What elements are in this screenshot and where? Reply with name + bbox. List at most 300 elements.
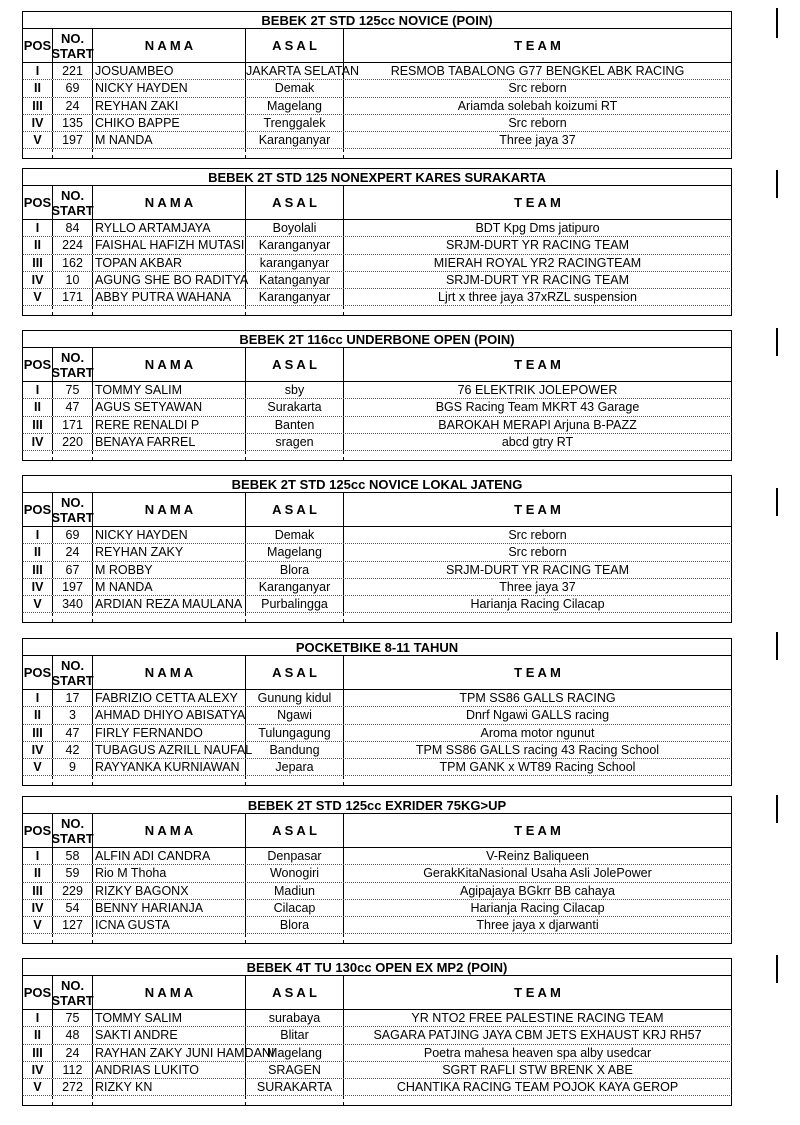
header-no: NO. [60,657,85,673]
start-number-cell: 197 [53,579,93,595]
start-number-cell: 10 [53,272,93,288]
asal-cell: JAKARTA SELATAN [246,64,360,78]
header-start: START [51,672,94,688]
header-asal: A S A L [246,814,344,847]
team-cell: BAROKAH MERAPI Arjuna B-PAZZ [438,417,637,432]
team-cell: Three jaya x djarwanti [476,918,599,933]
header-asal: A S A L [246,656,344,689]
header-no-start [53,656,93,689]
nama-cell: FABRIZIO CETTA ALEXY [93,690,246,706]
empty-cell [93,451,246,460]
team-cell: Harianja Racing Cilacap [470,900,605,915]
empty-cell [23,934,53,943]
nama-cell: RAYHAN ZAKY JUNI HAMDANI [95,1045,275,1060]
start-number-cell: 162 [53,255,93,271]
empty-cell [344,776,731,785]
asal-cell: sby [246,382,344,398]
margin-mark [776,328,778,356]
table-row [22,742,732,759]
empty-cell [93,306,246,315]
team-cell: Src reborn [508,115,567,130]
table-row [22,255,732,272]
start-number-cell: 47 [53,399,93,415]
empty-row [22,934,732,944]
nama-cell: ARDIAN REZA MAULANA [93,596,246,612]
table-row [22,848,732,865]
empty-cell [344,613,731,622]
table-header [22,29,732,63]
team-cell: SRJM-DURT YR RACING TEAM [445,238,630,253]
margin-mark [776,170,778,198]
asal-cell: Demak [246,80,344,96]
team-cell: Src reborn [508,545,567,560]
header-team: T E A M [514,665,561,680]
header-team: T E A M [514,823,561,838]
header-no: NO. [60,30,85,46]
empty-cell [23,776,53,785]
table-row [22,417,732,434]
nama-cell: CHIKO BAPPE [93,115,246,131]
nama-cell: Rio M Thoha [93,865,246,881]
start-number-cell: 272 [53,1079,93,1095]
header-nama: N A M A [93,186,246,219]
table-row [22,596,732,613]
start-number-cell: 171 [53,289,93,305]
section-title: POCKETBIKE 8-11 TAHUN [22,638,732,656]
nama-cell: ALFIN ADI CANDRA [93,848,246,864]
start-number-cell: 54 [53,900,93,916]
pos-cell: I [23,382,53,398]
header-nama: N A M A [93,976,246,1009]
table-row [22,544,732,561]
nama-cell: ANDRIAS LUKITO [93,1062,246,1078]
table-row [22,98,732,115]
empty-cell [246,306,344,315]
pos-cell: II [23,80,53,96]
header-no-start [53,186,93,219]
table-row [22,80,732,97]
table-row [22,132,732,149]
header-no-start [53,814,93,847]
empty-cell [23,149,53,158]
table-row [22,1010,732,1027]
table-row [22,900,732,917]
table-row [22,399,732,416]
empty-cell [246,934,344,943]
nama-cell: REYHAN ZAKI [93,98,246,114]
pos-cell: III [23,1045,53,1061]
header-start: START [51,992,94,1008]
empty-cell [53,613,93,622]
header-no: NO. [60,494,85,510]
team-cell: SRJM-DURT YR RACING TEAM [445,272,630,287]
header-no-start [53,348,93,381]
asal-cell: surabaya [246,1010,344,1026]
asal-cell: Karanganyar [246,237,344,253]
nama-cell: TOMMY SALIM [93,1010,246,1026]
table-row [22,272,732,289]
results-section [22,638,732,786]
asal-cell: sragen [246,434,344,450]
empty-cell [53,934,93,943]
team-cell: Three jaya 37 [499,579,576,594]
section-title: BEBEK 2T 116cc UNDERBONE OPEN (POIN) [22,330,732,348]
header-nama: N A M A [93,656,246,689]
asal-cell: Magelang [246,98,344,114]
asal-cell: SRAGEN [246,1062,344,1078]
nama-cell: M NANDA [93,132,246,148]
asal-cell: Katanganyar [246,272,344,288]
table-row [22,237,732,254]
start-number-cell: 48 [53,1027,93,1043]
header-no-start [53,29,93,62]
asal-cell: Bandung [246,742,344,758]
table-row [22,562,732,579]
start-number-cell: 197 [53,132,93,148]
pos-cell: V [23,289,53,305]
start-number-cell: 17 [53,690,93,706]
team-cell: MIERAH ROYAL YR2 RACINGTEAM [433,255,642,270]
empty-row [22,451,732,461]
pos-cell: V [23,596,53,612]
section-title: BEBEK 4T TU 130cc OPEN EX MP2 (POIN) [22,958,732,976]
nama-cell: REYHAN ZAKY [93,544,246,560]
section-title: BEBEK 2T STD 125cc NOVICE LOKAL JATENG [22,475,732,493]
empty-cell [93,613,246,622]
team-cell: CHANTIKA RACING TEAM POJOK KAYA GEROP [396,1080,679,1095]
nama-cell: TOPAN AKBAR [93,255,246,271]
header-start: START [51,830,94,846]
empty-cell [23,1096,53,1105]
header-no: NO. [60,815,85,831]
empty-cell [53,306,93,315]
margin-mark [776,632,778,660]
asal-cell: Trenggalek [246,115,344,131]
start-number-cell: 112 [53,1062,93,1078]
asal-cell: Wonogiri [246,865,344,881]
margin-mark [776,955,778,983]
team-cell: TPM GANK x WT89 Racing School [439,760,636,775]
start-number-cell: 42 [53,742,93,758]
nama-cell: BENAYA FARREL [93,434,246,450]
header-asal: A S A L [246,976,344,1009]
header-no-start [53,976,93,1009]
header-start: START [51,509,94,525]
nama-cell: TUBAGUS AZRILL NAUFAL [95,742,253,757]
asal-cell: Blora [246,917,344,933]
nama-cell: SAKTI ANDRE [93,1027,246,1043]
team-cell: Ljrt x three jaya 37xRZL suspension [438,290,637,305]
start-number-cell: 224 [53,237,93,253]
results-section [22,11,732,159]
team-cell: RESMOB TABALONG G77 BENGKEL ABK RACING [390,64,685,78]
empty-cell [246,776,344,785]
team-cell: Dnrf Ngawi GALLS racing [465,708,610,723]
team-cell: Ariamda solebah koizumi RT [457,98,618,113]
team-cell: BGS Racing Team MKRT 43 Garage [435,400,640,415]
nama-cell: BENNY HARIANJA [93,900,246,916]
pos-cell: I [23,848,53,864]
table-row [22,917,732,934]
pos-cell: I [23,220,53,236]
results-section [22,168,732,316]
team-cell: Harianja Racing Cilacap [470,597,605,612]
nama-cell: FAISHAL HAFIZH MUTASI [95,238,245,253]
empty-cell [23,306,53,315]
pos-cell: IV [23,742,53,758]
table-row [22,382,732,399]
nama-cell: RIZKY BAGONX [93,883,246,899]
table-row [22,63,732,80]
asal-cell: Boyolali [246,220,344,236]
table-row [22,865,732,882]
start-number-cell: 127 [53,917,93,933]
nama-cell: RYLLO ARTAMJAYA [93,220,246,236]
start-number-cell: 340 [53,596,93,612]
header-start: START [51,45,94,61]
header-asal: A S A L [246,29,344,62]
team-cell: YR NTO2 FREE PALESTINE RACING TEAM [411,1011,664,1025]
start-number-cell: 69 [53,80,93,96]
nama-cell: AHMAD DHIYO ABISATYA [95,708,246,723]
nama-cell: RAYYANKA KURNIAWAN [93,759,246,775]
header-no-start [53,493,93,526]
header-nama: N A M A [93,348,246,381]
start-number-cell: 9 [53,759,93,775]
table-row [22,1079,732,1096]
asal-cell: Karanganyar [246,132,344,148]
pos-cell: I [23,690,53,706]
pos-cell: III [23,562,53,578]
empty-cell [53,776,93,785]
pos-cell: IV [23,1062,53,1078]
header-nama: N A M A [93,29,246,62]
team-cell: TPM SS86 GALLS racing 43 Racing School [415,742,660,757]
team-cell: SRJM-DURT YR RACING TEAM [445,562,630,577]
table-header [22,186,732,220]
start-number-cell: 3 [53,707,93,723]
asal-cell: Banten [246,417,344,433]
table-row [22,883,732,900]
team-cell: V-Reinz Baliqueen [486,849,589,863]
start-number-cell: 220 [53,434,93,450]
team-cell: Src reborn [508,81,567,96]
margin-mark [776,795,778,823]
empty-row [22,1096,732,1106]
table-row [22,579,732,596]
header-asal: A S A L [246,493,344,526]
start-number-cell: 24 [53,98,93,114]
header-start: START [51,364,94,380]
start-number-cell: 75 [53,382,93,398]
asal-cell: karanganyar [246,255,344,271]
pos-cell: IV [23,900,53,916]
pos-cell: II [23,707,53,723]
empty-cell [23,613,53,622]
start-number-cell: 84 [53,220,93,236]
asal-cell: Jepara [246,759,344,775]
results-section [22,475,732,623]
empty-cell [344,149,731,158]
asal-cell: Purbalingga [246,596,344,612]
team-cell: SAGARA PATJING JAYA CBM JETS EXHAUST KRJ RH57 [373,1028,702,1043]
pos-cell: V [23,759,53,775]
team-cell: TPM SS86 GALLS RACING [459,691,616,705]
table-row [22,527,732,544]
table-row [22,1027,732,1044]
asal-cell: SURAKARTA [246,1079,344,1095]
pos-cell: II [23,865,53,881]
asal-cell: Denpasar [246,848,344,864]
pos-cell: II [23,1027,53,1043]
asal-cell: Blora [246,562,344,578]
asal-cell: Madiun [246,883,344,899]
header-no: NO. [60,977,85,993]
table-header [22,493,732,527]
nama-cell: M ROBBY [93,562,246,578]
table-row [22,725,732,742]
header-pos: POS [23,656,53,689]
table-row [22,759,732,776]
start-number-cell: 221 [53,63,93,79]
nama-cell: NICKY HAYDEN [93,527,246,543]
pos-cell: II [23,399,53,415]
team-cell: 76 ELEKTRIK JOLEPOWER [457,383,618,397]
table-header [22,976,732,1010]
team-cell: BDT Kpg Dms jatipuro [475,221,600,235]
pos-cell: V [23,1079,53,1095]
results-section [22,796,732,944]
empty-cell [344,1096,731,1105]
asal-cell: Blitar [246,1027,344,1043]
results-section [22,330,732,461]
pos-cell: IV [23,272,53,288]
start-number-cell: 75 [53,1010,93,1026]
empty-cell [246,613,344,622]
team-cell: Aroma motor ngunut [480,725,595,740]
nama-cell: AGUNG SHE BO RADITYA [95,272,249,287]
header-team: T E A M [514,985,561,1000]
empty-cell [53,451,93,460]
pos-cell: IV [23,115,53,131]
header-pos: POS [23,976,53,1009]
nama-cell: ABBY PUTRA WAHANA [93,289,246,305]
pos-cell: I [23,63,53,79]
header-start: START [51,202,94,218]
empty-cell [344,306,731,315]
pos-cell: I [23,1010,53,1026]
team-cell: SGRT RAFLI STW BRENK X ABE [442,1062,633,1077]
pos-cell: I [23,527,53,543]
table-row [22,220,732,237]
start-number-cell: 58 [53,848,93,864]
header-no: NO. [60,187,85,203]
pos-cell: III [23,417,53,433]
header-pos: POS [23,814,53,847]
header-team: T E A M [514,195,561,210]
table-row [22,1062,732,1079]
asal-cell: Karanganyar [246,289,344,305]
empty-cell [53,149,93,158]
table-header [22,348,732,382]
header-nama: N A M A [93,814,246,847]
start-number-cell: 59 [53,865,93,881]
empty-row [22,613,732,623]
header-asal: A S A L [246,348,344,381]
start-number-cell: 69 [53,527,93,543]
nama-cell: ICNA GUSTA [93,917,246,933]
header-pos: POS [23,493,53,526]
empty-cell [246,1096,344,1105]
start-number-cell: 67 [53,562,93,578]
empty-cell [23,451,53,460]
nama-cell: M NANDA [93,579,246,595]
empty-row [22,776,732,786]
start-number-cell: 135 [53,115,93,131]
team-cell: Three jaya 37 [499,133,576,148]
team-cell: Agipajaya BGkrr BB cahaya [460,883,615,898]
start-number-cell: 229 [53,883,93,899]
team-cell: abcd gtry RT [501,434,574,449]
start-number-cell: 47 [53,725,93,741]
start-number-cell: 24 [53,544,93,560]
header-pos: POS [23,186,53,219]
nama-cell: RERE RENALDI P [93,417,246,433]
start-number-cell: 171 [53,417,93,433]
table-row [22,289,732,306]
table-header [22,814,732,848]
nama-cell: TOMMY SALIM [93,382,246,398]
pos-cell: IV [23,579,53,595]
empty-row [22,149,732,159]
pos-cell: III [23,725,53,741]
table-row [22,707,732,724]
team-cell: GerakKitaNasional Usaha Asli JolePower [423,866,652,881]
header-team: T E A M [514,38,561,53]
empty-cell [246,451,344,460]
pos-cell: II [23,544,53,560]
empty-cell [93,149,246,158]
empty-row [22,306,732,316]
empty-cell [344,934,731,943]
asal-cell: Demak [246,527,344,543]
empty-cell [344,451,731,460]
asal-cell: Cilacap [246,900,344,916]
empty-cell [93,776,246,785]
team-cell: Src reborn [508,528,567,542]
nama-cell: RIZKY KN [93,1079,246,1095]
empty-cell [93,1096,246,1105]
pos-cell: II [23,237,53,253]
header-team: T E A M [514,502,561,517]
table-header [22,656,732,690]
table-row [22,115,732,132]
header-asal: A S A L [246,186,344,219]
header-team: T E A M [514,357,561,372]
empty-cell [246,149,344,158]
pos-cell: III [23,255,53,271]
header-pos: POS [23,29,53,62]
empty-cell [53,1096,93,1105]
asal-cell: Surakarta [246,399,344,415]
section-title: BEBEK 2T STD 125cc NOVICE (POIN) [22,11,732,29]
section-title: BEBEK 2T STD 125 NONEXPERT KARES SURAKARTA [22,168,732,186]
pos-cell: V [23,917,53,933]
empty-cell [93,934,246,943]
pos-cell: III [23,98,53,114]
table-row [22,1045,732,1062]
asal-cell: Magelang [246,544,344,560]
